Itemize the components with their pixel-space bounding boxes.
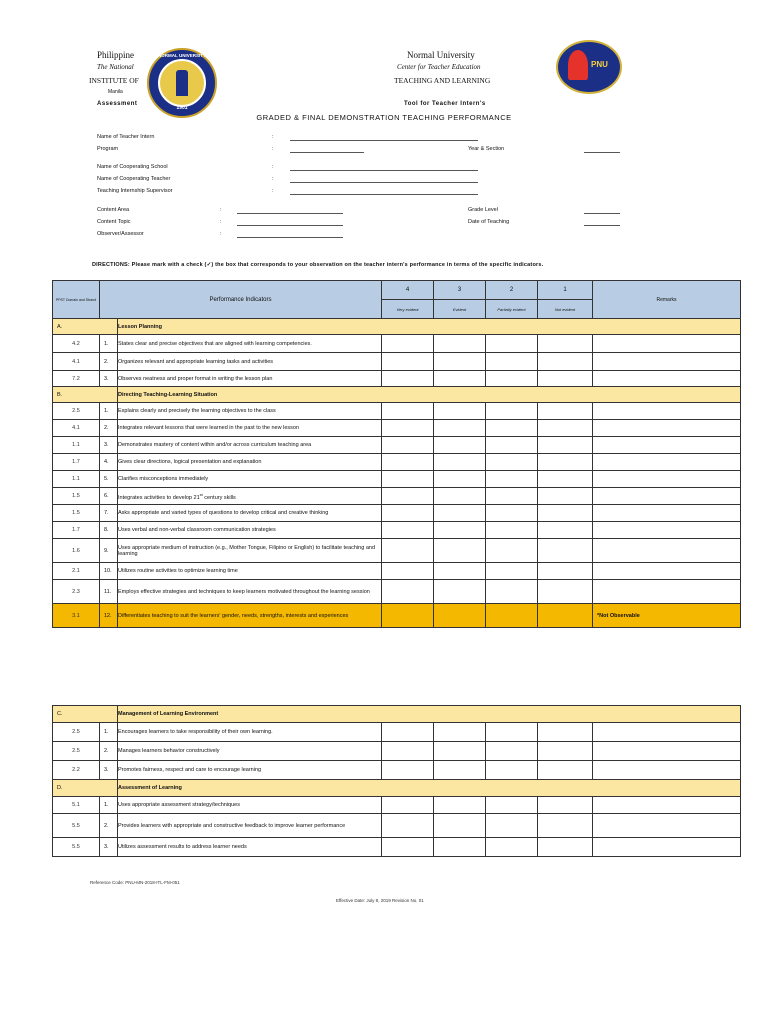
ppst-code: 4.1 (53, 353, 100, 371)
rating-cell-1[interactable] (538, 604, 593, 628)
scale-3: 3 (434, 281, 486, 300)
rating-cell-2[interactable] (486, 814, 538, 838)
rating-cell-3[interactable] (434, 437, 486, 454)
indicator-number: 1. (100, 403, 118, 420)
indicator-row (53, 761, 741, 780)
rating-cell-4[interactable] (382, 838, 434, 857)
rating-cell-2[interactable] (486, 563, 538, 580)
indicator-text (118, 539, 382, 563)
observer-field[interactable] (237, 237, 343, 238)
name-field[interactable] (290, 140, 478, 141)
indicator-text-main: Utilizes assessment results to address learner needs (118, 844, 247, 850)
indicators-header: Performance Indicators (100, 281, 382, 319)
indicator-text-main: Uses verbal and non-verbal classroom communication strategies (118, 527, 276, 533)
rating-cell-3[interactable] (434, 371, 486, 387)
indicator-text-main: States clear and precise objectives that are aligned with learning competencies. (118, 340, 312, 347)
rating-cell-1[interactable] (538, 522, 593, 539)
rating-cell-2[interactable] (486, 761, 538, 780)
rating-cell-3[interactable] (434, 522, 486, 539)
section-title: Management of Learning Environment (118, 706, 741, 723)
ppst-code: 2.5 (53, 723, 100, 742)
header-left-line3: INSTITUTE OF (89, 76, 139, 85)
seal-text: NORMAL UNIVERSITY (158, 53, 206, 58)
indicator-text (118, 437, 382, 454)
rating-cell-2[interactable] (486, 742, 538, 761)
date-field[interactable] (584, 225, 620, 226)
remarks-header: Remarks (593, 281, 741, 319)
ppst-code: 2.2 (53, 761, 100, 780)
rating-cell-2[interactable] (486, 522, 538, 539)
rating-cell-4[interactable] (382, 761, 434, 780)
indicator-text-main: Uses appropriate medium of instruction (e.g., Mother Tongue, Filipino or English) to facilitate teaching and learning (118, 544, 376, 557)
indicator-text-main: Integrates activities to develop 21 (118, 494, 200, 501)
scale-1-label: Not evident (538, 300, 593, 319)
indicator-text (118, 761, 382, 780)
seal-year: 1901 (176, 105, 188, 111)
rating-cell-3[interactable] (434, 505, 486, 522)
indicator-number: 9. (100, 539, 118, 563)
rating-cell-1[interactable] (538, 539, 593, 563)
remarks-cell[interactable] (593, 723, 741, 742)
rating-cell-1[interactable] (538, 723, 593, 742)
rating-cell-4[interactable] (382, 403, 434, 420)
header-left-line5: Assessment (97, 101, 138, 107)
indicator-number: 2. (100, 353, 118, 371)
rating-cell-4[interactable] (382, 797, 434, 814)
section-title: Lesson Planning (118, 319, 741, 335)
rating-cell-2[interactable] (486, 353, 538, 371)
performance-table-1 (52, 280, 741, 628)
indicator-text (118, 420, 382, 437)
remarks-cell[interactable] (593, 539, 741, 563)
indicator-number: 2. (100, 814, 118, 838)
rating-cell-2[interactable] (486, 403, 538, 420)
indicator-row (53, 403, 741, 420)
indicator-row (53, 454, 741, 471)
indicator-text (118, 838, 382, 857)
section-header-row (53, 319, 741, 335)
rating-cell-4[interactable] (382, 420, 434, 437)
indicator-row (53, 723, 741, 742)
scale-3-label: Evident (434, 300, 486, 319)
header-right-line3: TEACHING AND LEARNING (394, 76, 491, 85)
indicator-number: 2. (100, 742, 118, 761)
section-header-row (53, 780, 741, 797)
rating-cell-3[interactable] (434, 797, 486, 814)
rating-cell-3[interactable] (434, 838, 486, 857)
indicator-text-main: Uses appropriate assessment strategy/techniques (118, 802, 240, 808)
rating-cell-4[interactable] (382, 454, 434, 471)
indicator-number: 2. (100, 420, 118, 437)
rating-cell-1[interactable] (538, 838, 593, 857)
coop-teacher-field[interactable] (290, 182, 478, 183)
rating-cell-1[interactable] (538, 797, 593, 814)
rating-cell-2[interactable] (486, 420, 538, 437)
indicator-row (53, 353, 741, 371)
university-seal (147, 48, 217, 118)
indicator-text-main: Gives clear directions, logical presentation and explanation (118, 459, 262, 465)
content-topic-field[interactable] (237, 225, 343, 226)
remarks-cell[interactable] (593, 742, 741, 761)
reference-code: Reference Code: PNU-MN-2018-ITL-FM-051 (90, 880, 180, 885)
indicator-text-main: Asks appropriate and varied types of questions to develop critical and creative thinking (118, 510, 329, 516)
remarks-cell[interactable] (593, 505, 741, 522)
content-area-field[interactable] (237, 213, 343, 214)
rating-cell-4[interactable] (382, 371, 434, 387)
rating-cell-3[interactable] (434, 353, 486, 371)
indicator-number: 6. (100, 488, 118, 505)
rating-cell-2[interactable] (486, 580, 538, 604)
rating-cell-1[interactable] (538, 403, 593, 420)
rating-cell-3[interactable] (434, 604, 486, 628)
indicator-text-main: Integrates relevant lessons that were learned in the past to the new lesson (118, 425, 299, 431)
indicator-row (53, 797, 741, 814)
rating-cell-2[interactable] (486, 488, 538, 505)
indicator-row (53, 539, 741, 563)
rating-cell-3[interactable] (434, 488, 486, 505)
indicator-number: 1. (100, 723, 118, 742)
rating-cell-4[interactable] (382, 563, 434, 580)
name-label: Name of Teacher Intern (97, 134, 155, 140)
rating-cell-1[interactable] (538, 488, 593, 505)
rating-cell-3[interactable] (434, 723, 486, 742)
ppst-code: 2.3 (53, 580, 100, 604)
rating-cell-2[interactable] (486, 471, 538, 488)
indicator-text (118, 604, 382, 628)
rating-cell-3[interactable] (434, 471, 486, 488)
indicator-text-rest: century skills (202, 494, 236, 501)
section-header-row (53, 706, 741, 723)
remarks-cell[interactable] (593, 522, 741, 539)
rating-cell-3[interactable] (434, 580, 486, 604)
indicator-number: 3. (100, 761, 118, 780)
rating-cell-2[interactable] (486, 838, 538, 857)
section-letter: B. (53, 387, 118, 403)
remarks-cell[interactable] (593, 797, 741, 814)
ppst-code: 1.6 (53, 539, 100, 563)
rating-cell-3[interactable] (434, 403, 486, 420)
ppst-code: 5.5 (53, 838, 100, 857)
rating-cell-4[interactable] (382, 437, 434, 454)
indicator-number: 12. (100, 604, 118, 628)
effective-date: Effective Date: July 8, 2019 Revision No. 01 (336, 898, 424, 903)
indicator-text (118, 563, 382, 580)
indicator-text-main: Manages learners behavior constructively (118, 748, 220, 754)
indicator-number: 1. (100, 797, 118, 814)
rating-cell-2[interactable] (486, 437, 538, 454)
indicator-text-main: Explains clearly and precisely the learning objectives to the class (118, 408, 276, 414)
rating-cell-3[interactable] (434, 454, 486, 471)
indicator-row (53, 488, 741, 505)
indicator-text-main: Demonstrates mastery of content within and/or across curriculum teaching area (118, 442, 312, 448)
scale-2: 2 (486, 281, 538, 300)
rating-cell-4[interactable] (382, 505, 434, 522)
indicator-text-sup: st (199, 491, 203, 497)
ppst-code: 4.1 (53, 420, 100, 437)
program-field[interactable] (290, 152, 364, 153)
indicator-number: 11. (100, 580, 118, 604)
indicator-text (118, 353, 382, 371)
indicator-text-main: Provides learners with appropriate and constructive feedback to improve learner performance (118, 822, 346, 829)
content-topic-label: Content Topic (97, 219, 131, 225)
indicator-text (118, 814, 382, 838)
ppst-code: 7.2 (53, 371, 100, 387)
indicator-row (53, 437, 741, 454)
scale-4-label: Very evident (382, 300, 434, 319)
indicator-text-main: Observes neatness and proper format in writing the lesson plan (118, 375, 273, 382)
remarks-cell[interactable] (593, 371, 741, 387)
indicator-row (53, 371, 741, 387)
remarks-cell[interactable] (593, 420, 741, 437)
indicator-text-main: Utilizes routine activities to optimize learning time (118, 568, 238, 574)
torch-icon (176, 70, 188, 96)
supervisor-field[interactable] (290, 194, 478, 195)
indicator-number: 7. (100, 505, 118, 522)
remarks-cell[interactable] (593, 335, 741, 353)
rating-cell-1[interactable] (538, 454, 593, 471)
indicator-number: 4. (100, 454, 118, 471)
header-right-line1: Normal University (407, 50, 475, 60)
rating-cell-4[interactable] (382, 539, 434, 563)
section-title: Directing Teaching-Learning Situation (118, 387, 741, 403)
indicator-row (53, 471, 741, 488)
rating-cell-2[interactable] (486, 335, 538, 353)
ppst-header: PPST Domain and Strand (53, 281, 100, 319)
rating-cell-1[interactable] (538, 505, 593, 522)
indicator-row (53, 563, 741, 580)
header-left-line4: Manila (108, 89, 123, 95)
rating-cell-1[interactable] (538, 742, 593, 761)
rating-cell-1[interactable] (538, 563, 593, 580)
rating-cell-1[interactable] (538, 437, 593, 454)
indicator-text (118, 797, 382, 814)
ppst-code: 1.1 (53, 437, 100, 454)
header-left-line1: Philippine (97, 50, 135, 60)
indicator-text-main: Encourages learners to take responsibility of their own learning. (118, 729, 273, 735)
rating-cell-1[interactable] (538, 335, 593, 353)
indicator-row (53, 814, 741, 838)
indicator-row (53, 505, 741, 522)
school-label: Name of Cooperating School (97, 164, 168, 170)
rating-cell-1[interactable] (538, 371, 593, 387)
rating-cell-4[interactable] (382, 723, 434, 742)
rating-cell-4[interactable] (382, 488, 434, 505)
indicator-text (118, 403, 382, 420)
indicator-text (118, 505, 382, 522)
coop-teacher-label: Name of Cooperating Teacher (97, 176, 171, 182)
year-section-field[interactable] (584, 152, 620, 153)
indicator-text (118, 723, 382, 742)
remarks-cell[interactable] (593, 838, 741, 857)
supervisor-label: Teaching Internship Supervisor (97, 188, 173, 194)
rating-cell-2[interactable] (486, 604, 538, 628)
program-label: Program (97, 146, 119, 152)
rating-cell-1[interactable] (538, 580, 593, 604)
rating-cell-1[interactable] (538, 761, 593, 780)
date-label: Date of Teaching (468, 219, 510, 225)
rating-cell-3[interactable] (434, 742, 486, 761)
ppst-code: 1.5 (53, 488, 100, 505)
flame-icon (568, 50, 588, 80)
logo-text: PNU (591, 60, 608, 69)
header-right-line5: Tool for Teacher Intern's (404, 101, 486, 107)
rating-cell-4[interactable] (382, 522, 434, 539)
rating-cell-1[interactable] (538, 420, 593, 437)
indicator-text (118, 522, 382, 539)
rating-cell-4[interactable] (382, 471, 434, 488)
indicator-row (53, 742, 741, 761)
remarks-cell[interactable] (593, 488, 741, 505)
indicator-text (118, 488, 382, 505)
directions: DIRECTIONS: Please mark with a check (✓) the box that corresponds to your observation on the teacher intern's performance in terms of the specific indicators. (92, 262, 544, 268)
section-letter: A. (53, 319, 118, 335)
page-title: GRADED & FINAL DEMONSTRATION TEACHING PERFORMANCE (256, 113, 512, 122)
scale-2-label: Partially evident (486, 300, 538, 319)
year-section-label: Year & Section (468, 146, 505, 152)
remarks-cell[interactable]: *Not Observable (593, 604, 741, 628)
indicator-row (53, 522, 741, 539)
indicator-number: 3. (100, 838, 118, 857)
scale-4: 4 (382, 281, 434, 300)
ppst-code: 2.5 (53, 403, 100, 420)
indicator-text (118, 471, 382, 488)
indicator-row (53, 580, 741, 604)
grade-level-field[interactable] (584, 213, 620, 214)
indicator-text (118, 580, 382, 604)
ppst-code: 1.7 (53, 522, 100, 539)
indicator-number: 1. (100, 335, 118, 353)
rating-cell-4[interactable] (382, 742, 434, 761)
remarks-cell[interactable] (593, 471, 741, 488)
remarks-cell[interactable] (593, 454, 741, 471)
remarks-cell[interactable] (593, 580, 741, 604)
rating-cell-3[interactable] (434, 335, 486, 353)
rating-cell-4[interactable] (382, 580, 434, 604)
header-right-line2: Center for Teacher Education (397, 63, 481, 71)
indicator-text-main: Differentiates teaching to suit the learners' gender, needs, strengths, interests and experiences (118, 612, 349, 619)
indicator-text-main: Organizes relevant and appropriate learning tasks and activities (118, 358, 274, 365)
indicator-number: 3. (100, 437, 118, 454)
ppst-code: 5.5 (53, 814, 100, 838)
rating-cell-2[interactable] (486, 454, 538, 471)
indicator-number: 10. (100, 563, 118, 580)
content-area-label: Content Area (97, 207, 130, 213)
rating-cell-4[interactable] (382, 335, 434, 353)
rating-cell-3[interactable] (434, 814, 486, 838)
rating-cell-2[interactable] (486, 505, 538, 522)
indicator-text (118, 742, 382, 761)
grade-level-label: Grade Level (468, 207, 498, 213)
rating-cell-4[interactable] (382, 353, 434, 371)
indicator-number: 8. (100, 522, 118, 539)
remarks-cell[interactable] (593, 563, 741, 580)
rating-cell-4[interactable] (382, 604, 434, 628)
rating-cell-2[interactable] (486, 797, 538, 814)
section-header-row (53, 387, 741, 403)
header-left-line2: The National (97, 63, 134, 71)
rating-cell-3[interactable] (434, 563, 486, 580)
rating-cell-3[interactable] (434, 539, 486, 563)
indicator-text (118, 371, 382, 387)
indicator-text (118, 454, 382, 471)
ppst-code: 3.1 (53, 604, 100, 628)
rating-cell-3[interactable] (434, 761, 486, 780)
indicator-row (53, 604, 741, 628)
section-title: Assessment of Learning (118, 780, 741, 797)
scale-1: 1 (538, 281, 593, 300)
indicator-row (53, 838, 741, 857)
ppst-code: 1.7 (53, 454, 100, 471)
rating-cell-1[interactable] (538, 814, 593, 838)
remarks-cell[interactable] (593, 761, 741, 780)
rating-cell-2[interactable] (486, 371, 538, 387)
rating-cell-1[interactable] (538, 471, 593, 488)
rating-cell-1[interactable] (538, 353, 593, 371)
remarks-cell[interactable] (593, 814, 741, 838)
performance-table-2 (52, 705, 741, 857)
section-letter: C. (53, 706, 118, 723)
remarks-cell[interactable] (593, 437, 741, 454)
indicator-number: 3. (100, 371, 118, 387)
ppst-code: 2.1 (53, 563, 100, 580)
indicator-text (118, 335, 382, 353)
remarks-cell[interactable] (593, 353, 741, 371)
ppst-code: 4.2 (53, 335, 100, 353)
school-field[interactable] (290, 170, 478, 171)
remarks-cell[interactable] (593, 403, 741, 420)
rating-cell-4[interactable] (382, 814, 434, 838)
pnu-logo (556, 40, 622, 94)
observer-label: Observer/Assessor (97, 231, 144, 237)
indicator-row (53, 420, 741, 437)
indicator-text-main: Promotes fairness, respect and care to encourage learning (118, 767, 262, 773)
ppst-code: 2.5 (53, 742, 100, 761)
ppst-code: 5.1 (53, 797, 100, 814)
rating-cell-2[interactable] (486, 723, 538, 742)
indicator-text-main: Employs effective strategies and techniques to keep learners motivated throughout the learning session (118, 588, 370, 595)
rating-cell-3[interactable] (434, 420, 486, 437)
indicator-number: 5. (100, 471, 118, 488)
rating-cell-2[interactable] (486, 539, 538, 563)
section-letter: D. (53, 780, 118, 797)
indicator-text-main: Clarifies misconceptions immediately (118, 476, 209, 482)
indicator-row (53, 335, 741, 353)
ppst-code: 1.1 (53, 471, 100, 488)
ppst-code: 1.5 (53, 505, 100, 522)
